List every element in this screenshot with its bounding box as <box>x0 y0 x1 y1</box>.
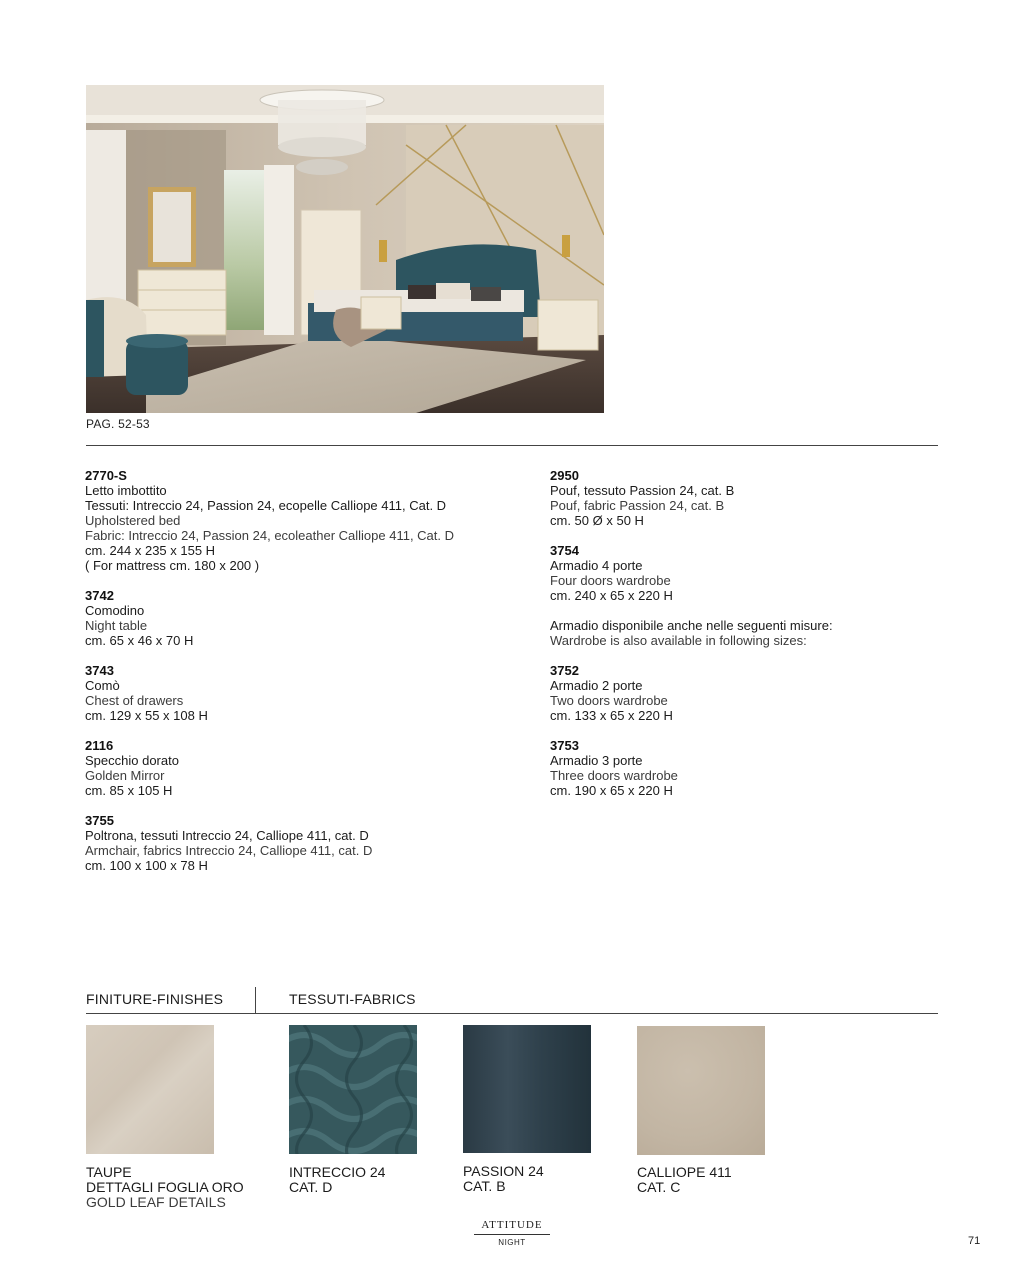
product-name-en: Three doors wardrobe <box>550 768 678 783</box>
product-list-right <box>550 468 950 813</box>
product-code: 2950 <box>550 468 579 483</box>
product-code: 3752 <box>550 663 579 678</box>
product-dimensions: cm. 50 Ø x 50 H <box>550 513 644 528</box>
product-list-left <box>85 468 525 888</box>
product-entry <box>85 468 525 573</box>
product-code: 3743 <box>85 663 114 678</box>
availability-note-it: Armadio disponibile anche nelle seguenti misure: <box>550 618 833 633</box>
product-name-en: Night table <box>85 618 148 633</box>
intreccio-swatch <box>289 1025 417 1154</box>
intreccio-pattern <box>289 1025 417 1154</box>
swatch-name: CALLIOPE 411 <box>637 1164 732 1180</box>
product-dimensions: cm. 133 x 65 x 220 H <box>550 708 673 723</box>
product-name-it: Armadio 4 porte <box>550 558 643 573</box>
product-name-en: Chest of drawers <box>85 693 184 708</box>
product-dimensions: cm. 100 x 100 x 78 H <box>85 858 208 873</box>
product-dimensions: cm. 129 x 55 x 108 H <box>85 708 208 723</box>
product-name-it: Armadio 3 porte <box>550 753 643 768</box>
product-name-it: Specchio dorato <box>85 753 179 768</box>
product-code: 2770-S <box>85 468 127 483</box>
brand-rule <box>474 1234 550 1235</box>
swatch-name: INTRECCIO 24 <box>289 1164 386 1180</box>
photo-caption: PAG. 52-53 <box>86 417 150 431</box>
swatch-name: PASSION 24 <box>463 1163 544 1179</box>
product-entry <box>550 663 950 723</box>
product-name-en: Armchair, fabrics Intreccio 24, Calliope 411, cat. D <box>85 843 373 858</box>
product-fabric-it: Tessuti: Intreccio 24, Passion 24, ecopelle Calliope 411, Cat. D <box>85 498 447 513</box>
brand-name: ATTITUDE <box>481 1219 543 1231</box>
product-name-en: Pouf, fabric Passion 24, cat. B <box>550 498 725 513</box>
product-name-it: Pouf, tessuto Passion 24, cat. B <box>550 483 735 498</box>
swatch-detail-en: GOLD LEAF DETAILS <box>86 1194 226 1210</box>
product-name-it: Letto imbottito <box>85 483 167 498</box>
swatch-category: CAT. B <box>463 1178 506 1194</box>
product-entry <box>85 663 525 723</box>
product-entry <box>85 588 525 648</box>
product-code: 3753 <box>550 738 579 753</box>
fabrics-heading: TESSUTI-FABRICS <box>289 991 416 1007</box>
intreccio-label <box>289 1165 385 1195</box>
finishes-heading: FINITURE-FINISHES <box>86 991 224 1007</box>
swatch-name: TAUPE <box>86 1164 132 1180</box>
taupe-swatch <box>86 1025 214 1154</box>
swatch-category: CAT. D <box>289 1179 333 1195</box>
swatch-category: CAT. C <box>637 1179 681 1195</box>
calliope-label <box>637 1165 732 1195</box>
product-entry <box>85 813 525 873</box>
passion-label <box>463 1164 544 1194</box>
product-name-it: Poltrona, tessuti Intreccio 24, Calliope 411, cat. D <box>85 828 369 843</box>
page-number: 71 <box>968 1235 981 1247</box>
product-dimensions: cm. 65 x 46 x 70 H <box>85 633 194 648</box>
product-mattress-size: ( For mattress cm. 180 x 200 ) <box>85 558 260 573</box>
product-code: 3742 <box>85 588 114 603</box>
top-divider <box>86 445 938 446</box>
product-fabric-en: Fabric: Intreccio 24, Passion 24, ecoleather Calliope 411, Cat. D <box>85 528 455 543</box>
product-entry <box>550 738 950 798</box>
section-divider <box>255 987 256 1013</box>
calliope-swatch <box>637 1026 765 1155</box>
product-dimensions: cm. 190 x 65 x 220 H <box>550 783 673 798</box>
taupe-label <box>86 1165 244 1210</box>
product-name-en: Golden Mirror <box>85 768 165 783</box>
availability-note-en: Wardrobe is also available in following sizes: <box>550 633 807 648</box>
passion-swatch <box>463 1025 591 1153</box>
product-code: 2116 <box>85 738 114 753</box>
product-code: 3754 <box>550 543 579 558</box>
availability-note <box>550 618 950 648</box>
product-dimensions: cm. 244 x 235 x 155 H <box>85 543 216 558</box>
bedroom-photo <box>86 85 604 413</box>
product-code: 3755 <box>85 813 114 828</box>
product-dimensions: cm. 240 x 65 x 220 H <box>550 588 673 603</box>
product-entry <box>85 738 525 798</box>
product-entry <box>550 468 950 528</box>
product-name-it: Comò <box>85 678 120 693</box>
product-name-en: Two doors wardrobe <box>550 693 668 708</box>
product-name-it: Armadio 2 porte <box>550 678 643 693</box>
product-dimensions: cm. 85 x 105 H <box>85 783 173 798</box>
bedroom-scene-illustration <box>86 85 604 413</box>
product-name-en: Four doors wardrobe <box>550 573 671 588</box>
swatch-detail-it: DETTAGLI FOGLIA ORO <box>86 1179 244 1195</box>
brand-subtitle: NIGHT <box>498 1238 526 1247</box>
product-name-it: Comodino <box>85 603 145 618</box>
section-rule <box>86 1013 938 1014</box>
product-name-en: Upholstered bed <box>85 513 181 528</box>
product-entry <box>550 543 950 603</box>
